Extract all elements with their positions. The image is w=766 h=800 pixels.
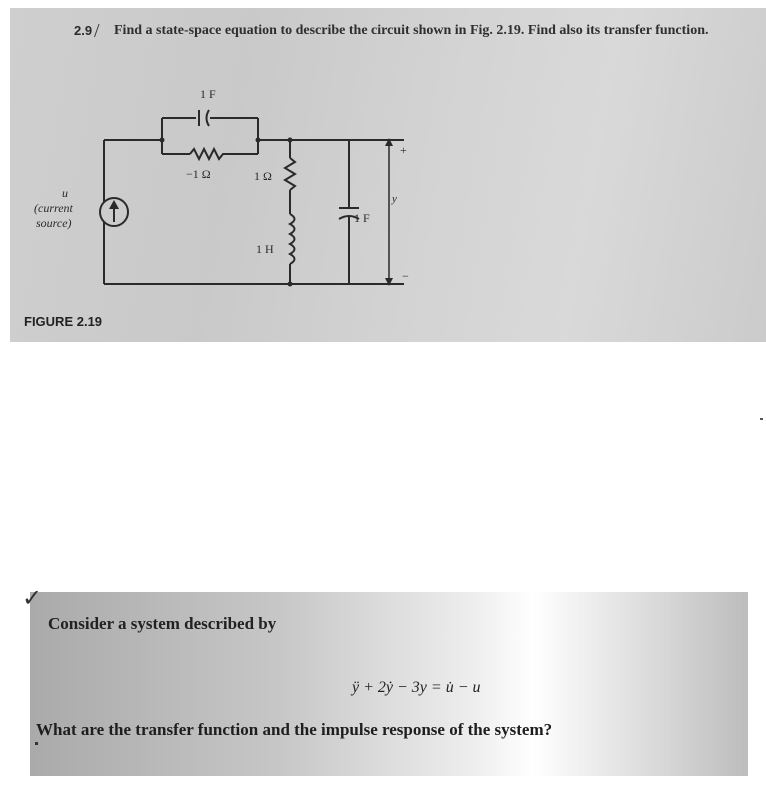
problem-statement: Find a state-space equation to describe the circuit shown in Fig. 2.19. Find also its transfer function. [114, 23, 709, 38]
cap-top-label: 1 F [200, 87, 216, 101]
differential-equation: ÿ + 2ẏ − 3y = u̇ − u [352, 679, 481, 696]
source-label-line2: source) [36, 216, 72, 230]
question-text: What are the transfer function and the impulse response of the system? [36, 720, 553, 739]
inductor-label: 1 H [256, 242, 274, 256]
minus-label: − [402, 269, 409, 283]
check-mark-icon: ✓ [22, 586, 43, 612]
circuit-diagram [10, 8, 766, 342]
neg-resistor-label: −1 Ω [186, 167, 211, 181]
neg-resistor [190, 149, 226, 159]
cap-top-plate-b [207, 110, 210, 126]
current-arrow-icon [109, 200, 119, 209]
stray-mark [760, 418, 763, 420]
figure-caption: FIGURE 2.19 [24, 314, 103, 329]
problem-number: 2.9 [74, 23, 93, 38]
resistor-label: 1 Ω [254, 169, 272, 183]
output-var-label: y [392, 193, 397, 205]
inductor-1h [290, 214, 295, 264]
stray-mark [35, 742, 38, 745]
resistor-1-ohm [285, 158, 295, 190]
plus-label: + [400, 143, 407, 157]
problem-2-clipping [22, 586, 748, 776]
source-label-line1: (current [34, 201, 73, 215]
problem-2-9-clipping [10, 8, 766, 342]
intro-text: Consider a system described by [48, 614, 277, 633]
input-var-label: u [62, 186, 68, 200]
check-mark-icon: / [94, 20, 100, 42]
cap-right-label: 1 F [354, 211, 370, 225]
